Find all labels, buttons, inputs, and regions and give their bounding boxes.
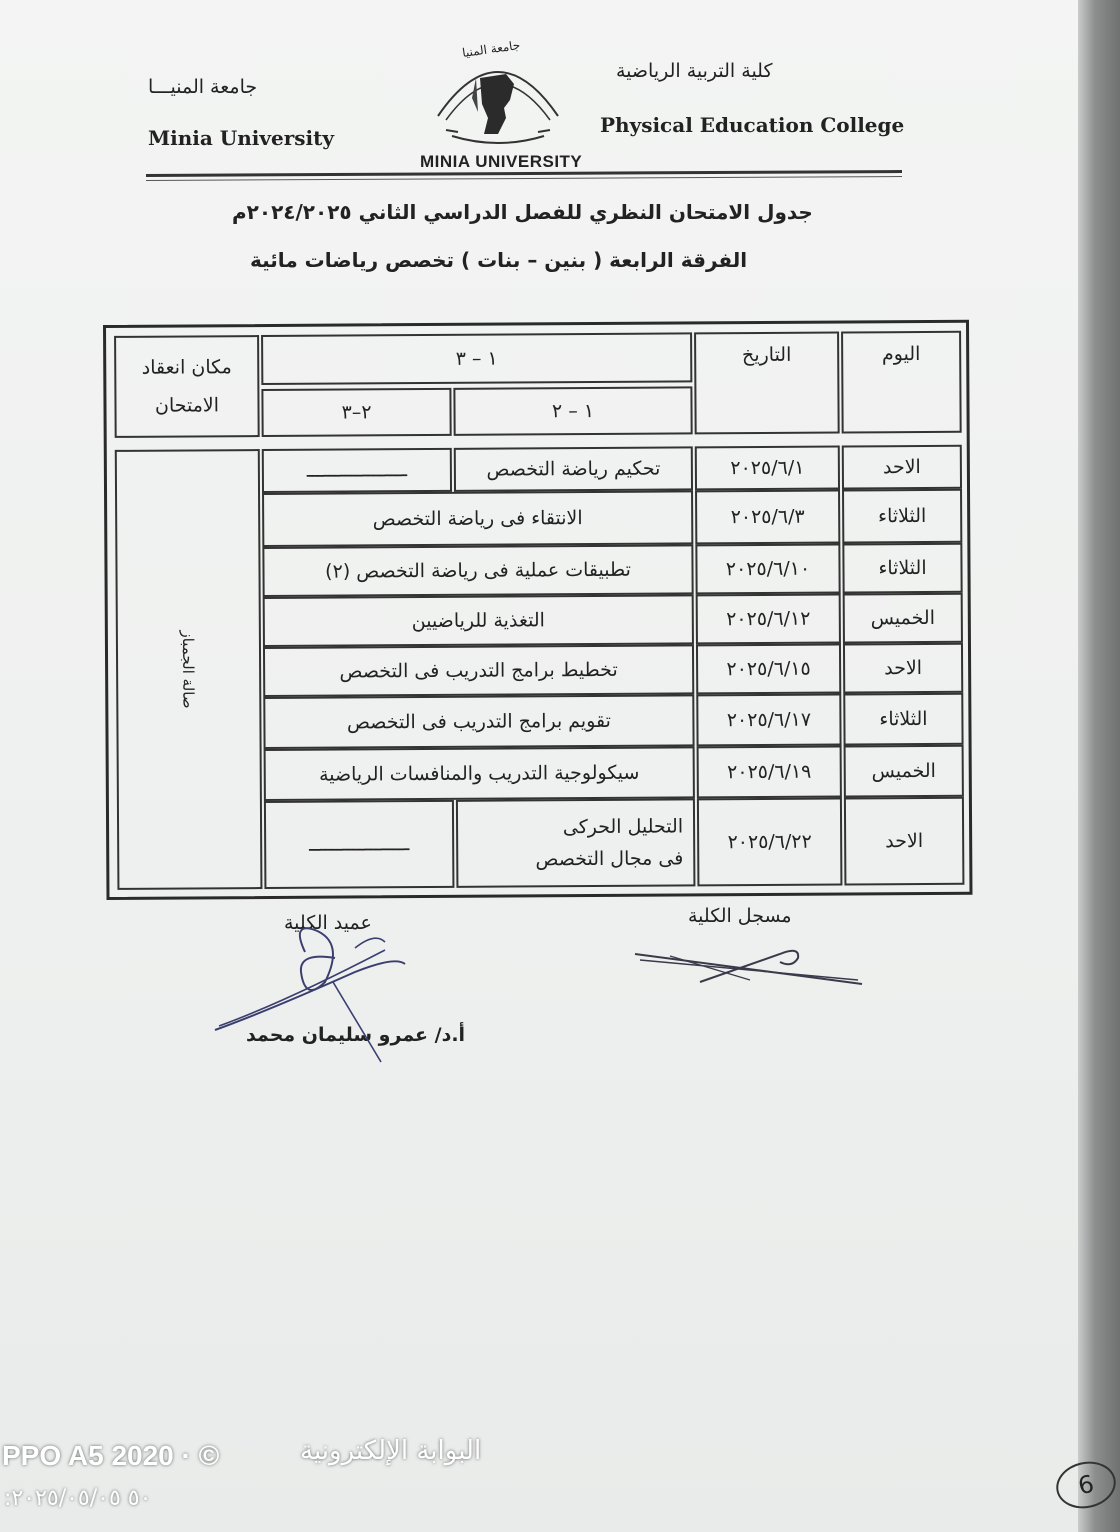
logo-arc-text: جامعة المنيا bbox=[461, 38, 522, 60]
header-date: التاريخ bbox=[694, 332, 840, 435]
row-date: ٢٠٢٥/٦/١٩ bbox=[697, 745, 842, 798]
row-date: ٢٠٢٥/٦/١ bbox=[695, 446, 840, 491]
place-cell: صالة الجمباز bbox=[115, 449, 263, 890]
row-other: ــــــــــــــــــ bbox=[262, 448, 452, 493]
header-day: اليوم bbox=[841, 331, 962, 434]
row-subject: تطبيقات عملية فى رياضة التخصص (٢) bbox=[262, 544, 693, 597]
row-date: ٢٠٢٥/٦/١٥ bbox=[696, 643, 841, 694]
page-number-mark: 6 bbox=[1052, 1456, 1120, 1513]
row-subject: التحليل الحركى فى مجال التخصص bbox=[456, 798, 696, 887]
document-title: جدول الامتحان النظري للفصل الدراسي الثاني ٢٠٢٤/٢٠٢٥م bbox=[232, 200, 813, 224]
university-name-en: Minia University bbox=[148, 126, 334, 150]
row-date: ٢٠٢٥/٦/١٠ bbox=[695, 543, 840, 594]
university-logo bbox=[418, 38, 583, 178]
row-day: الخميس bbox=[843, 593, 963, 644]
header-place: مكان انعقاد الامتحان bbox=[114, 335, 260, 438]
row-day: الثلاثاء bbox=[843, 693, 963, 746]
row-date: ٢٠٢٥/٦/١٧ bbox=[696, 693, 841, 746]
row-date: ٢٠٢٥/٦/١٢ bbox=[696, 593, 841, 644]
row-subject: الانتقاء فى رياضة التخصص bbox=[262, 490, 693, 547]
registrar-label: مسجل الكلية bbox=[688, 905, 792, 927]
header-subgroup-1: ١ – ٢ bbox=[453, 386, 692, 435]
header-group: ١ – ٣ bbox=[261, 332, 692, 385]
university-name-ar: جامعة المنيـــا bbox=[148, 76, 258, 98]
row-date: ٢٠٢٥/٦/٢٢ bbox=[697, 797, 843, 886]
source-watermark: البوابة الإلكترونية bbox=[300, 1436, 482, 1466]
row-day: الاحد bbox=[843, 643, 963, 694]
row-subject: تحكيم رياضة التخصص bbox=[454, 446, 693, 491]
row-day: الاحد bbox=[842, 445, 962, 490]
row-day: الثلاثاء bbox=[842, 543, 962, 594]
row-other: ــــــــــــــــــ bbox=[264, 800, 455, 889]
page-edge-shadow bbox=[1078, 0, 1120, 1532]
college-name-en: Physical Education College bbox=[600, 113, 905, 137]
college-name-ar: كلية التربية الرياضية bbox=[616, 60, 773, 82]
camera-watermark: PPO A5 2020 · © bbox=[2, 1440, 220, 1471]
dean-signature bbox=[205, 912, 425, 1072]
row-date: ٢٠٢٥/٦/٣ bbox=[695, 490, 840, 545]
row-subject: سيكولوجية التدريب والمنافسات الرياضية bbox=[264, 746, 695, 801]
exam-schedule-table bbox=[103, 320, 972, 900]
row-subject: تخطيط برامج التدريب فى التخصص bbox=[263, 644, 694, 697]
row-day: الاحد bbox=[844, 797, 965, 886]
row-day: الخميس bbox=[844, 745, 964, 798]
dean-label: عميد الكلية bbox=[284, 912, 372, 934]
photo-date-watermark: :٥٠ ٢٠٢٥/٠٥/٠٥ bbox=[4, 1486, 152, 1511]
row-day: الثلاثاء bbox=[842, 489, 962, 544]
registrar-signature bbox=[630, 940, 880, 990]
logo-text: MINIA UNIVERSITY bbox=[420, 152, 583, 171]
document-subtitle: الفرقة الرابعة ( بنين – بنات ) تخصص رياضات مائية bbox=[250, 248, 748, 272]
row-subject-line2: فى مجال التخصص bbox=[535, 847, 684, 871]
header-subgroup-2: ٢–٣ bbox=[261, 388, 451, 437]
dean-name: أ.د/ عمرو سليمان محمد bbox=[246, 1024, 466, 1046]
row-subject: تقويم برامج التدريب فى التخصص bbox=[263, 694, 694, 749]
row-subject: التغذية للرياضيين bbox=[263, 594, 694, 647]
